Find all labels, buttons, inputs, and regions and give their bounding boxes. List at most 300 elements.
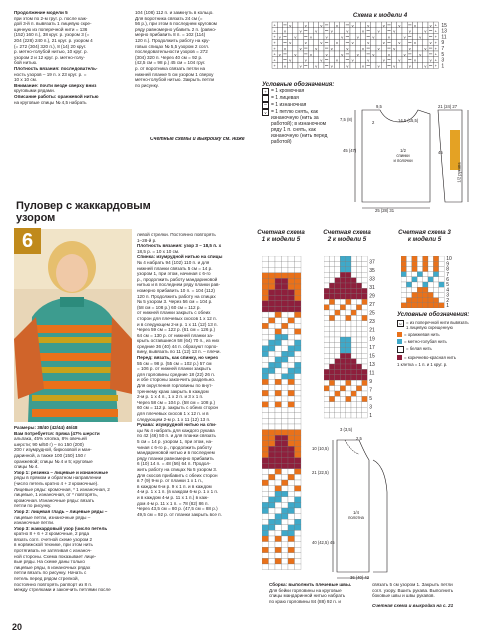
color-cell [335,396,340,401]
color-cell [351,283,356,288]
color-cell [275,340,282,346]
color-cell [288,530,295,536]
text-line: 60 см = 112 р. закрыть с обеих сторон [137,405,219,411]
color-cell [362,315,367,320]
stitch-cell [418,22,423,28]
color-cell [262,463,269,469]
color-cell [329,364,334,369]
color-cell [262,441,269,447]
color-cell [356,342,361,347]
text-line: Вам потребуется: пряжа (47% шерсти [14,430,100,436]
svg-text:v: v [346,63,349,69]
color-cell [356,267,361,272]
color-cell [329,413,334,418]
color-cell [329,369,334,374]
color-cell [351,380,356,385]
stitch-cell [329,57,334,63]
color-cell [412,282,417,287]
color-cell [269,284,276,290]
color-cell [282,306,289,312]
color-cell [351,326,356,331]
color-cell [295,340,302,346]
color-cell [275,441,282,447]
color-cell [282,553,289,559]
svg-text:+: + [273,40,276,45]
color-cell [295,497,302,503]
model4-dim-half-neck: 14,5 (15,5) [398,118,419,123]
color-cell [401,303,406,308]
color-cell [295,458,302,464]
color-cell [346,326,351,331]
color-cell [288,368,295,374]
stitch-cell [329,34,334,40]
text-line: при этом по 2-м груг. р. после каж- [14,15,88,21]
color-cell [324,359,329,364]
svg-text:v: v [351,40,354,46]
stitch-cell [423,57,428,63]
color-cell [288,558,295,564]
stitch-cell [340,57,345,63]
color-cell [295,441,302,447]
text-line: Для воротника связать 24 см (= [135,15,203,21]
svg-text:v: v [414,40,416,46]
color-cell [417,272,422,277]
stitch-cell [314,34,319,40]
color-cell [282,318,289,324]
text-line: цы № 4 набрать для каждого рукава [137,427,215,433]
svg-text:v: v [284,28,286,34]
color-cell [275,491,282,497]
svg-text:v: v [341,34,344,40]
row-number: 11 [441,34,447,41]
stitch-cell [360,39,365,45]
color-cell [423,292,428,297]
stitch-cell [288,28,293,34]
color-cell [295,385,302,391]
color-cell [406,303,411,308]
svg-text:v: v [299,63,302,69]
color-cell [439,261,444,266]
legend-item-edge: + = 1 кромочная [262,88,357,95]
color-cell [340,359,345,364]
stitch-cell [319,28,324,34]
stitch-cell [376,39,381,45]
color-cell [329,375,334,380]
row-number: 35 [369,268,375,275]
color-cell [262,558,269,564]
color-cell [295,430,302,436]
page-number: 20 [12,622,23,632]
text-line: Плотность вязания: последователь- [14,65,98,71]
color-cell [262,312,269,318]
model6-chart-reference: Счетная схема и выкройка на с. 21 [372,603,454,608]
stitch-cell [319,51,324,57]
color-cell [269,262,276,268]
model4-dim-shoulder: 7,5 (8) [340,117,353,122]
color-cell [275,480,282,486]
text-line: Перед: вязать, как спинку, но через [137,355,218,361]
color-cell [324,396,329,401]
color-cell [423,256,428,261]
row-number: 37 [369,259,375,266]
color-cell [288,435,295,441]
color-cell [295,463,302,469]
color-cell [346,359,351,364]
color-cell [340,353,345,358]
color-cell [282,502,289,508]
color-cell [262,346,269,352]
color-cell [340,407,345,412]
color-cell [282,435,289,441]
color-cell [282,480,289,486]
color-cell [412,272,417,277]
orange-swatch [397,332,402,337]
text-line: 6 (10) 14 п. = 48 (56) 64 п. Продол- [137,461,211,467]
legend-item-knit: = 1 лицевая [262,95,357,102]
color-cell [269,486,276,492]
stitch-cell [277,63,282,69]
color-cell [269,301,276,307]
color-cell [275,435,282,441]
text-line: Продолжение модели 5 [14,10,68,15]
color-cell [262,553,269,559]
knit-stitch-icon [262,95,269,102]
stitch-cell [412,45,417,51]
text-line: = 106 р. от нижней планки закрыть [137,366,212,372]
color-cell [262,318,269,324]
color-cell [262,486,269,492]
color-cell [356,402,361,407]
svg-text:v: v [372,34,375,40]
color-cell [356,386,361,391]
color-cell [295,306,302,312]
color-cell [340,326,345,331]
svg-text:v: v [284,63,286,69]
color-cell [288,312,295,318]
color-cell [288,418,295,424]
color-cell [439,256,444,261]
svg-text:+: + [434,28,437,34]
color-cell [356,283,361,288]
svg-text:+: + [434,57,437,63]
color-cell [269,424,276,430]
color-cell [288,284,295,290]
svg-text:v: v [325,34,328,40]
color-cell [324,353,329,358]
color-cell [351,321,356,326]
model4-half-sleeve-label: 1/2 рукава [456,162,462,183]
color-cell [275,452,282,458]
text-line: щенную из поперечной нити = 136 [14,26,88,32]
color-cell [356,315,361,320]
stitch-cell [397,34,402,40]
color-cell [324,391,329,396]
color-cell [356,294,361,299]
text-line: ряды в прямом и обратном направлении [14,475,102,481]
color-cell [340,288,345,293]
stitch-cell [340,28,345,34]
color-cell [269,491,276,497]
color-cell [295,284,302,290]
color-cell [295,374,302,380]
stitch-cell [308,45,313,51]
text-line: Размеры: 38/40 (42/44) 46/48 [14,425,78,430]
model4-dim-height: 45 (47) [343,148,357,153]
color-cell [262,329,269,335]
color-cell [401,277,406,282]
color-cell [423,303,428,308]
color-cell [362,359,367,364]
color-cell [295,396,302,402]
color-cell [262,474,269,480]
color-cell [269,290,276,296]
color-cell [340,299,345,304]
color-cell [275,262,282,268]
color-cell [288,290,295,296]
text-line: 120 п.). Продолжить работу на кру- [135,37,210,43]
text-line: связать 5 см узором 1. Закрыть петли [372,582,453,587]
color-cell [262,379,269,385]
color-cell [417,261,422,266]
text-line: Для бейки горловины на круговые [269,587,342,593]
color-cell [275,256,282,262]
color-cell [262,469,269,475]
chart3-colorwork [401,256,453,308]
text-line: от нижней планки закрыть с обеих [137,310,211,316]
color-cell [406,287,411,292]
color-cell [269,530,276,536]
color-cell [295,508,302,514]
color-cell [269,357,276,363]
color-cell [439,272,444,277]
text-line: протягивать не затягивая с изнаноч- [14,548,92,554]
stitch-cell [392,51,397,57]
color-cell [282,301,289,307]
stitch-cell [355,22,360,28]
model5-quarter-label: 1/4 полотна [348,510,364,520]
text-line: р., продолжить работу мандариновой [137,276,218,282]
chart-model4-legend [262,82,357,145]
svg-text:v: v [429,22,432,28]
text-line: бой нитью. [14,60,38,66]
svg-text:v: v [294,51,297,57]
svg-text:v: v [429,57,432,63]
stitch-cell [334,45,339,51]
svg-text:v: v [403,51,406,57]
color-cell [346,256,351,261]
svg-text:v: v [398,22,401,28]
stitch-cell [319,45,324,51]
color-cell [356,337,361,342]
stitch-cell [371,63,376,69]
color-cell [275,519,282,525]
text-line: альпака, 45% хлопка, 8% овечьей [14,436,87,442]
color-cell [295,368,302,374]
color-cell [262,536,269,542]
stitch-cell [288,63,293,69]
svg-text:v: v [372,51,375,57]
color-cell [288,542,295,548]
stitch-cell [288,34,293,40]
maroon-swatch [397,355,402,360]
color-cell [269,273,276,279]
color-cell [428,277,433,282]
color-cell [433,282,438,287]
color-cell [275,357,282,363]
color-cell [433,261,438,266]
row-number: 9 [446,261,449,268]
stitch-cell [334,34,339,40]
color-cell [269,295,276,301]
stitch-cell [371,39,376,45]
color-cell [282,430,289,436]
color-cell [282,547,289,553]
stitch-cell [277,22,282,28]
color-cell [288,295,295,301]
color-cell [262,458,269,464]
color-cell [295,312,302,318]
color-cell [401,287,406,292]
color-cell [346,283,351,288]
color-cell [324,278,329,283]
svg-text:v: v [346,46,349,51]
color-cell [340,369,345,374]
color-cell [282,262,289,268]
color-cell [412,303,417,308]
row-number: 29 [369,293,375,300]
text-line: дом 4-м р. 11 х 1 п. = 78 (82) 86 п. [137,500,209,506]
color-cell [262,430,269,436]
color-cell [295,435,302,441]
color-cell [295,318,302,324]
color-cell [275,368,282,374]
color-cell [329,272,334,277]
model6-title-line1: Пуловер с жаккардовым [16,200,151,212]
color-cell [282,486,289,492]
color-cell [423,282,428,287]
text-line: крыть оставшиеся 58 (64) 70 п., из них [137,338,220,344]
color-cell [295,351,302,357]
stitch-cell [329,39,334,45]
color-cell [362,348,367,353]
text-line: 55 см = 98 р. (55 см = 102 р.) 57 см [137,360,212,366]
stitch-cell [412,51,417,57]
color-cell [282,379,289,385]
color-cell [269,402,276,408]
text-line: р. метно-голубой нитью, 10 круг. р. [14,49,88,55]
color-cell [335,348,340,353]
text-line: по краю горловины 84 (88) 92 п. и [269,598,341,604]
svg-text:v: v [367,57,370,63]
color-cell [275,351,282,357]
text-line: жить работу на спицах № 5 узором 3. [137,466,218,472]
text-line: Через 43,5 см = 80 р. (47,5 см = 88 р.) [137,506,218,512]
color-cell [262,413,269,419]
color-cell [335,261,340,266]
stitch-cell [402,45,407,51]
color-cell [335,288,340,293]
row-number: 3 [441,57,445,64]
color-cell [288,346,295,352]
stitch-cell [418,45,423,51]
svg-text:v: v [330,63,333,69]
model5-dim-c: 10 (10,5) [312,446,329,451]
color-cell [346,391,351,396]
color-cell [329,305,334,310]
svg-text:v: v [362,46,364,51]
color-cell [356,364,361,369]
svg-text:+: + [273,51,276,57]
color-cell [295,547,302,553]
svg-text:v: v [351,57,354,63]
stitch-cell [355,57,360,63]
stitch-cell [340,22,345,28]
color-cell [423,261,428,266]
color-cell [340,305,345,310]
color-cell [356,272,361,277]
color-cell [282,284,289,290]
color-cell [340,310,345,315]
stitch-cell [418,28,423,34]
color-cell [275,385,282,391]
color-cell [275,346,282,352]
color-cell [295,536,302,542]
color-cell [362,326,367,331]
svg-text:v: v [377,28,380,34]
white-swatch [397,346,404,353]
color-cell [324,305,329,310]
color-cell [351,353,356,358]
color-cell [324,348,329,353]
stitch-cell [360,34,365,40]
text-line: для горловины средние 18 (22) 26 п. [137,371,215,377]
color-cell [275,379,282,385]
color-cell [428,292,433,297]
svg-text:v: v [398,40,401,46]
color-cell [356,380,361,385]
color-cell [295,329,302,335]
color-cell [351,267,356,272]
color-cell [282,446,289,452]
color-cell [288,267,295,273]
color-cell [346,305,351,310]
color-cell [340,348,345,353]
color-cell [262,418,269,424]
text-line: Сборка: выполнить плечевые швы. [269,582,352,587]
color-cell [282,278,289,284]
color-cell [269,278,276,284]
color-cell [423,272,428,277]
color-cell [423,298,428,303]
color-cell [275,424,282,430]
stitch-cell [308,28,313,34]
text-line: Лицевые ряды: кромочная, * 1 изнаночная, 2 [14,486,110,492]
stitch-cell [329,51,334,57]
color-cell [262,368,269,374]
stitch-cell [423,51,428,57]
stitch-cell [340,39,345,45]
svg-text:v: v [382,57,385,63]
color-cell [335,359,340,364]
color-cell [346,380,351,385]
color-cell [262,334,269,340]
color-cell [282,340,289,346]
text-line: (число петель кратно 4 + 2 кромочные). [14,480,99,486]
color-cell [269,519,276,525]
color-cell [335,375,340,380]
color-cell [324,375,329,380]
color-cell [288,362,295,368]
